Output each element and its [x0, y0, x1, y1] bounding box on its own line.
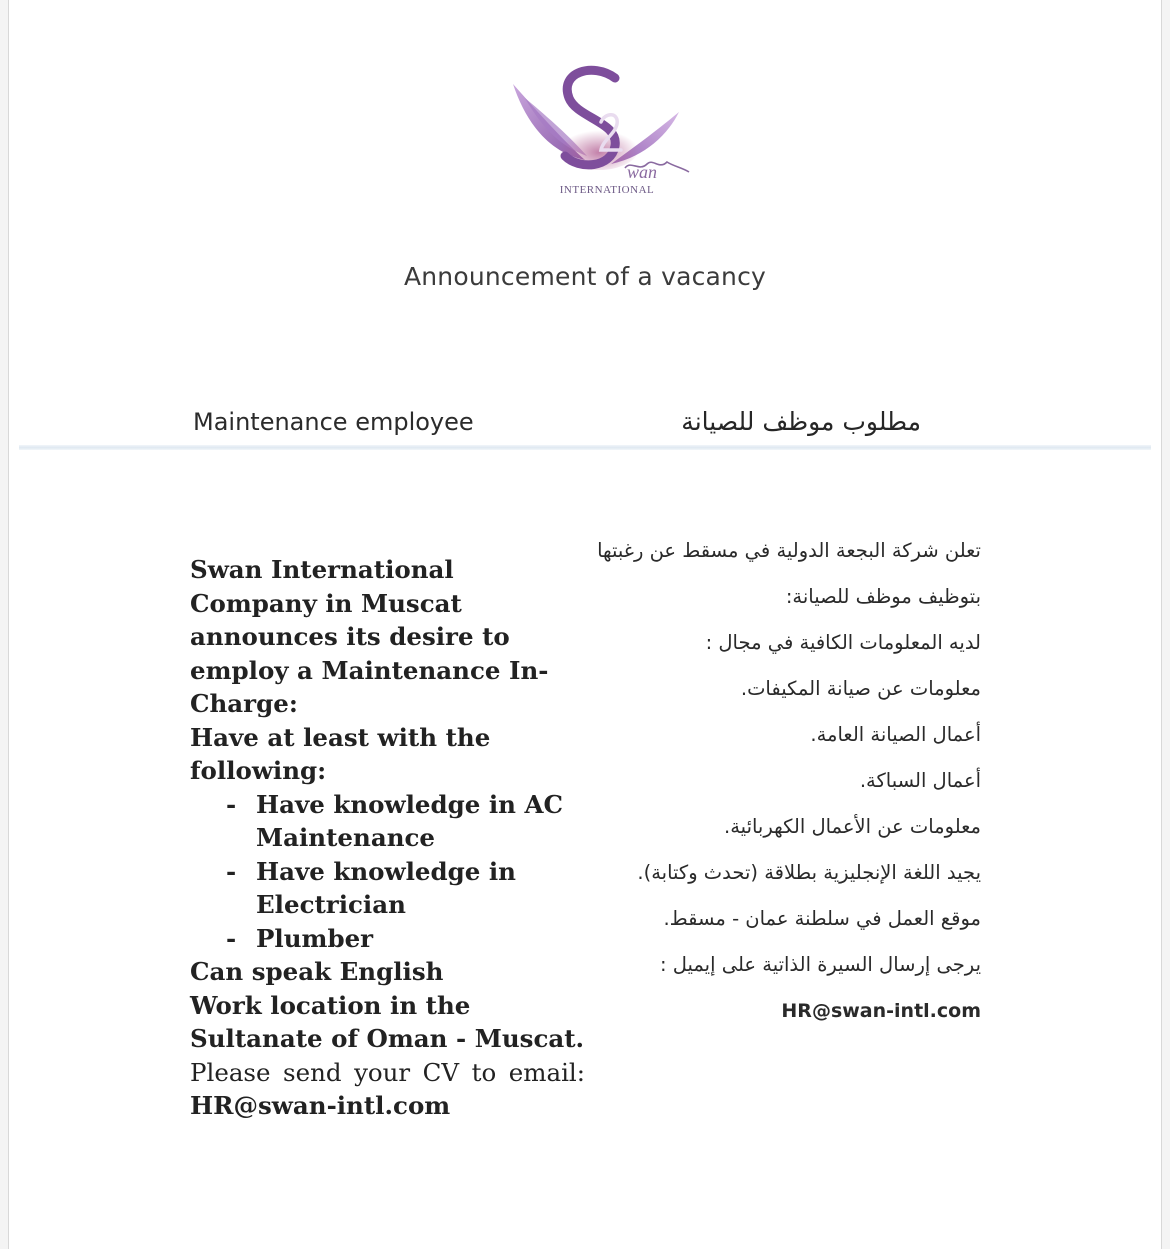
section-divider	[19, 445, 1151, 450]
english-cv-request: Please send your CV to email:	[190, 1057, 585, 1087]
arabic-line: يجيد اللغة الإنجليزية بطلاقة (تحدث وكتابة).	[637, 861, 981, 884]
list-item: - Plumber	[190, 922, 585, 956]
english-language: Can speak English	[190, 957, 444, 986]
logo-wordmark: INTERNATIONAL	[559, 184, 655, 196]
document-page	[8, 0, 1162, 1249]
page-title: Announcement of a vacancy	[403, 262, 767, 291]
arabic-column	[571, 528, 981, 1034]
arabic-line: يرجى إرسال السيرة الذاتية على إيميل :	[659, 953, 981, 976]
list-item: - Have knowledge in Electrician	[190, 855, 585, 922]
arabic-line: تعلن شركة البجعة الدولية في مسقط عن رغبتها بتوظيف موظف للصيانة:	[597, 539, 981, 608]
logo-script-text: wan	[627, 162, 658, 182]
requirements-list	[190, 788, 585, 956]
arabic-line: أعمال الصيانة العامة.	[810, 723, 981, 746]
arabic-line: لديه المعلومات الكافية في مجال :	[705, 631, 981, 654]
job-title-arabic: مطلوب موظف للصيانة	[681, 407, 921, 436]
arabic-line: موقع العمل في سلطنة عمان - مسقط.	[663, 907, 981, 930]
arabic-line: أعمال السباكة.	[859, 769, 981, 792]
english-column	[190, 553, 585, 1123]
arabic-line: معلومات عن صيانة المكيفات.	[740, 677, 981, 700]
english-location: Work location in the Sultanate of Oman - Muscat.	[190, 990, 585, 1053]
list-item: - Have knowledge in AC Maintenance	[190, 788, 585, 855]
arabic-email: HR@swan-intl.com	[781, 1000, 981, 1022]
english-requirements-lead: Have at least with the following:	[190, 722, 491, 785]
job-title-english: Maintenance employee	[193, 408, 474, 436]
english-email: HR@swan-intl.com	[190, 1091, 451, 1120]
arabic-line: معلومات عن الأعمال الكهربائية.	[724, 815, 981, 838]
swan-logo	[507, 60, 697, 200]
english-intro: Swan International Company in Muscat announces its desire to employ a Maintenance In-Charge:	[190, 555, 549, 718]
